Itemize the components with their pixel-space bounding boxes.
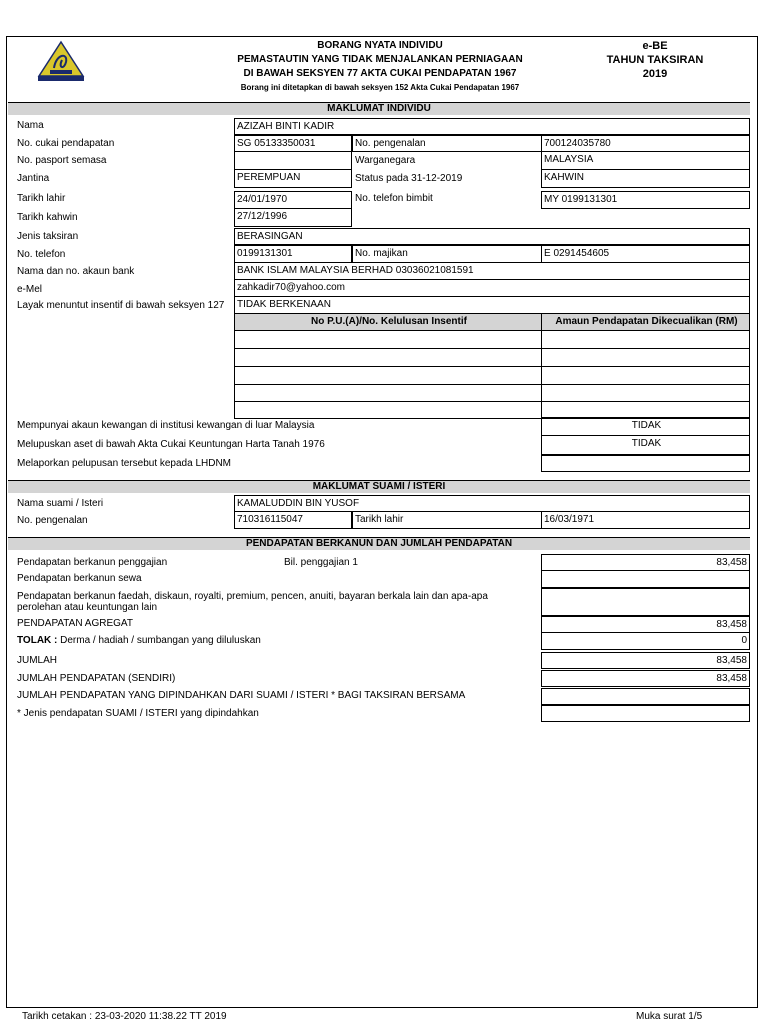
field-tarikh-lahir: 24/01/1970 <box>234 191 352 209</box>
field-jenis-pendapatan <box>541 705 750 722</box>
label-cukai: No. cukai pendapatan <box>17 138 115 149</box>
print-date: Tarikh cetakan : 23-03-2020 11:38.22 TT 2019 <box>22 1011 227 1022</box>
field-cukai: SG 05133350031 <box>234 135 352 152</box>
incentive-row-4-pu <box>234 385 542 402</box>
incentive-row-1-amaun <box>541 331 750 349</box>
label-tolak <box>17 635 261 647</box>
label-pendapatan-faedah-1: Pendapatan berkanun faedah, diskaun, royalti, premium, pencen, anuiti, bayaran berkala lain dan apa-apa <box>17 591 488 602</box>
label-jumlah: JUMLAH <box>17 655 58 666</box>
field-jenis-taksiran: BERASINGAN <box>234 228 750 245</box>
col-pu: No P.U.(A)/No. Kelulusan Insentif <box>234 314 542 331</box>
incentive-row-5-pu <box>234 402 542 419</box>
field-jumlah-dipindahkan <box>541 688 750 705</box>
label-pengenalan-pasangan: No. pengenalan <box>17 515 88 526</box>
label-aset: Melupuskan aset di bawah Akta Cukai Keuntungan Harta Tanah 1976 <box>17 439 325 450</box>
form-title: BORANG NYATA INDIVIDU <box>317 40 443 51</box>
assessment-year: 2019 <box>642 68 668 80</box>
col-amaun: Amaun Pendapatan Dikecualikan (RM) <box>541 314 750 331</box>
label-jenis-taksiran: Jenis taksiran <box>17 231 79 242</box>
field-bank: BANK ISLAM MALAYSIA BERHAD 03036021081591 <box>234 263 750 280</box>
field-pendapatan-penggajian: 83,458 <box>541 554 750 571</box>
year-label: TAHUN TAKSIRAN <box>606 54 704 66</box>
field-jumlah: 83,458 <box>541 652 750 669</box>
lhdn-logo <box>36 40 86 82</box>
label-jumlah-dipindahkan: JUMLAH PENDAPATAN YANG DIPINDAHKAN DARI SUAMI / ISTERI * BAGI TAKSIRAN BERSAMA <box>17 690 466 701</box>
label-pendapatan-agregat: PENDAPATAN AGREGAT <box>17 618 133 629</box>
field-majikan: E 0291454605 <box>541 245 750 263</box>
label-majikan: No. majikan <box>352 245 542 263</box>
label-email: e-Mel <box>17 284 43 295</box>
field-pendapatan-faedah <box>541 588 750 616</box>
form-code: e-BE <box>642 40 668 52</box>
label-bil-penggajian: Bil. penggajian 1 <box>284 557 358 568</box>
label-tarikh-lahir: Tarikh lahir <box>17 193 66 204</box>
field-pasport <box>234 152 352 170</box>
page-number: Muka surat 1/5 <box>636 1011 703 1022</box>
field-lapor <box>541 455 750 472</box>
label-pendapatan-faedah-2: perolehan atau keuntungan lain <box>17 602 158 613</box>
field-tarikh-kahwin: 27/12/1996 <box>234 209 352 227</box>
label-lahir-pasangan: Tarikh lahir <box>352 512 542 529</box>
label-jantina: Jantina <box>17 173 50 184</box>
form-subtitle-2: DI BAWAH SEKSYEN 77 AKTA CUKAI PENDAPATAN 1967 <box>243 68 517 79</box>
field-akaun-luar: TIDAK <box>541 417 750 436</box>
incentive-row-3-pu <box>234 367 542 385</box>
label-telefon: No. telefon <box>17 249 66 260</box>
label-pengenalan: No. pengenalan <box>352 135 542 152</box>
field-pendapatan-agregat: 83,458 <box>541 616 750 633</box>
section-spouse-header: MAKLUMAT SUAMI / ISTERI <box>8 480 750 493</box>
label-lapor: Melaporkan pelupusan tersebut kepada LHDNM <box>17 458 232 469</box>
tolak-keyword: TOLAK : <box>17 635 58 646</box>
field-status: KAHWIN <box>541 170 750 188</box>
field-telefon-bimbit: MY 0199131301 <box>541 191 750 209</box>
field-nama-pasangan: KAMALUDDIN BIN YUSOF <box>234 495 750 512</box>
incentive-row-4-amaun <box>541 385 750 402</box>
label-nama: Nama <box>17 120 44 131</box>
field-email: zahkadir70@yahoo.com <box>234 280 750 297</box>
field-jantina: PEREMPUAN <box>234 170 352 188</box>
field-pengenalan-pasangan: 710316115047 <box>234 512 352 529</box>
label-jenis-pendapatan: * Jenis pendapatan SUAMI / ISTERI yang dipindahkan <box>17 708 259 719</box>
field-telefon: 0199131301 <box>234 245 352 263</box>
field-pengenalan: 700124035780 <box>541 135 750 152</box>
section-individual-header: MAKLUMAT INDIVIDU <box>8 102 750 115</box>
field-insentif: TIDAK BERKENAAN <box>234 297 750 314</box>
label-telefon-bimbit: No. telefon bimbit <box>355 193 433 204</box>
label-jumlah-sendiri: JUMLAH PENDAPATAN (SENDIRI) <box>17 673 176 684</box>
label-pendapatan-penggajian: Pendapatan berkanun penggajian <box>17 557 168 568</box>
label-bank: Nama dan no. akaun bank <box>17 266 135 277</box>
tolak-text: Derma / hadiah / sumbangan yang diluluskan <box>57 635 261 646</box>
field-lahir-pasangan: 16/03/1971 <box>541 512 750 529</box>
label-nama-pasangan: Nama suami / Isteri <box>17 498 104 509</box>
label-insentif: Layak menuntut insentif di bawah seksyen 127 <box>17 300 225 311</box>
field-tolak: 0 <box>541 633 750 650</box>
field-nama: AZIZAH BINTI KADIR <box>234 118 750 135</box>
form-subtitle-1: PEMASTAUTIN YANG TIDAK MENJALANKAN PERNIAGAAN <box>237 54 523 65</box>
label-akaun-luar: Mempunyai akaun kewangan di institusi kewangan di luar Malaysia <box>17 420 315 431</box>
label-warganegara: Warganegara <box>355 155 416 166</box>
field-aset: TIDAK <box>541 436 750 455</box>
field-pendapatan-sewa <box>541 571 750 588</box>
label-pasport: No. pasport semasa <box>17 155 107 166</box>
section-income-header: PENDAPATAN BERKANUN DAN JUMLAH PENDAPATAN <box>8 537 750 550</box>
label-tarikh-kahwin: Tarikh kahwin <box>17 212 78 223</box>
incentive-row-3-amaun <box>541 367 750 385</box>
incentive-row-2-pu <box>234 349 542 367</box>
label-pendapatan-sewa: Pendapatan berkanun sewa <box>17 573 142 584</box>
field-warganegara: MALAYSIA <box>541 152 750 170</box>
incentive-row-1-pu <box>234 331 542 349</box>
label-status: Status pada 31-12-2019 <box>355 173 463 184</box>
form-legal-note: Borang ini ditetapkan di bawah seksyen 152 Akta Cukai Pendapatan 1967 <box>240 83 520 92</box>
incentive-row-2-amaun <box>541 349 750 367</box>
field-jumlah-sendiri: 83,458 <box>541 670 750 687</box>
